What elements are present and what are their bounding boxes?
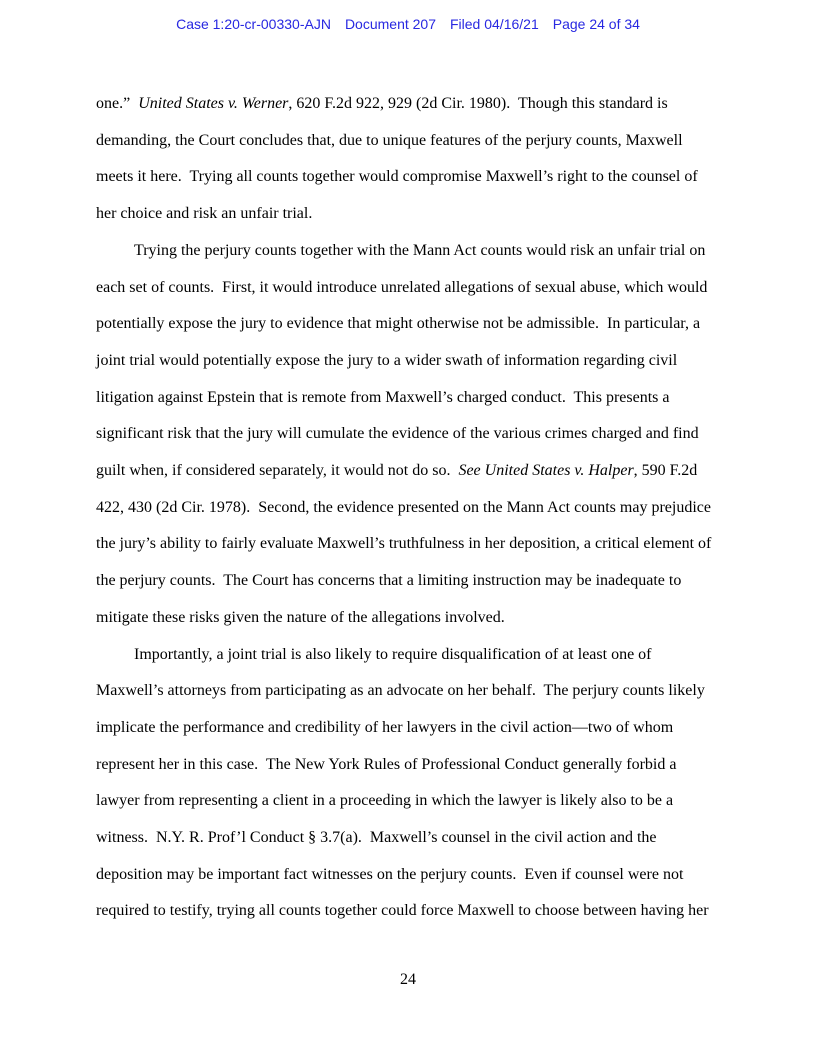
body-line xyxy=(96,196,740,233)
text-run: her choice and risk an unfair trial. xyxy=(96,205,313,223)
text-run: each set of counts. First, it would introduce unrelated allegations of sexual abuse, which would xyxy=(96,278,708,296)
text-run: significant risk that the jury will cumulate the evidence of the various crimes charged and find xyxy=(96,425,699,443)
body-line xyxy=(96,270,740,307)
text-run: mitigate these risks given the nature of the allegations involved. xyxy=(96,608,505,626)
case-number: Case 1:20-cr-00330-AJN xyxy=(176,16,331,32)
body-line xyxy=(96,526,740,563)
body-line xyxy=(96,416,740,453)
body-line xyxy=(96,86,740,123)
text-run: deposition may be important fact witnesses on the perjury counts. Even if counsel were not xyxy=(96,865,684,883)
text-run: joint trial would potentially expose the jury to a wider swath of information regarding civil xyxy=(96,351,678,369)
text-run: Importantly, a joint trial is also likely to require disqualification of at least one of xyxy=(134,645,652,663)
text-run: , 590 F.2d xyxy=(633,462,698,480)
text-run: lawyer from representing a client in a proceeding in which the lawyer is likely also to be a xyxy=(96,792,674,810)
text-run: Trying the perjury counts together with the Mann Act counts would risk an unfair trial on xyxy=(134,241,706,259)
paragraph xyxy=(96,233,740,637)
body-line xyxy=(96,123,740,160)
body-line xyxy=(96,783,740,820)
case-citation: United States v. Werner xyxy=(138,95,289,112)
page-count: Page 24 of 34 xyxy=(552,16,640,32)
body-line xyxy=(96,380,740,417)
body-line xyxy=(96,857,740,894)
ecf-stamp-header xyxy=(0,16,816,32)
body-line xyxy=(96,893,740,930)
document-body xyxy=(96,86,740,930)
text-run: represent her in this case. The New York Rules of Professional Conduct generally forbid a xyxy=(96,755,677,773)
text-run: 422, 430 (2d Cir. 1978). Second, the evidence presented on the Mann Act counts may prejudice xyxy=(96,498,711,516)
body-line xyxy=(96,490,740,527)
page-number: 24 xyxy=(400,971,416,988)
text-run: required to testify, trying all counts together could force Maxwell to choose between having her xyxy=(96,902,709,920)
body-line xyxy=(96,673,740,710)
body-line xyxy=(96,306,740,343)
text-run: litigation against Epstein that is remote from Maxwell’s charged conduct. This presents a xyxy=(96,388,670,406)
text-run: , 620 F.2d 922, 929 (2d Cir. 1980). Though this standard is xyxy=(288,95,668,112)
text-run: the perjury counts. The Court has concerns that a limiting instruction may be inadequate to xyxy=(96,572,682,590)
page-footer xyxy=(0,971,816,989)
body-line xyxy=(96,710,740,747)
body-line xyxy=(96,343,740,380)
text-run: the jury’s ability to fairly evaluate Maxwell’s truthfulness in her deposition, a critical element of xyxy=(96,535,712,553)
paragraph xyxy=(96,637,740,931)
text-run: demanding, the Court concludes that, due to unique features of the perjury counts, Maxwell xyxy=(96,131,683,149)
body-line xyxy=(96,159,740,196)
body-line xyxy=(96,820,740,857)
body-line xyxy=(96,747,740,784)
text-run: guilt when, if considered separately, it would not do so. xyxy=(96,462,459,480)
text-run: implicate the performance and credibility of her lawyers in the civil action—two of whom xyxy=(96,718,674,736)
body-line xyxy=(96,563,740,600)
text-run: potentially expose the jury to evidence that might otherwise not be admissible. In particular, a xyxy=(96,315,701,333)
paragraph xyxy=(96,86,740,233)
text-run: one.” xyxy=(96,95,139,112)
text-run: Maxwell’s attorneys from participating as an advocate on her behalf. The perjury counts likely xyxy=(96,682,705,700)
document-number: Document 207 xyxy=(344,16,436,32)
body-line xyxy=(96,233,740,270)
body-line xyxy=(96,637,740,674)
case-citation: See United States v. Halper xyxy=(458,462,634,480)
body-line xyxy=(96,453,740,490)
body-line xyxy=(96,600,740,637)
text-run: meets it here. Trying all counts together would compromise Maxwell’s right to the counsel of xyxy=(96,168,698,186)
filed-date: Filed 04/16/21 xyxy=(450,16,539,32)
text-run: witness. N.Y. R. Prof’l Conduct § 3.7(a). Maxwell’s counsel in the civil action and the xyxy=(96,829,657,847)
